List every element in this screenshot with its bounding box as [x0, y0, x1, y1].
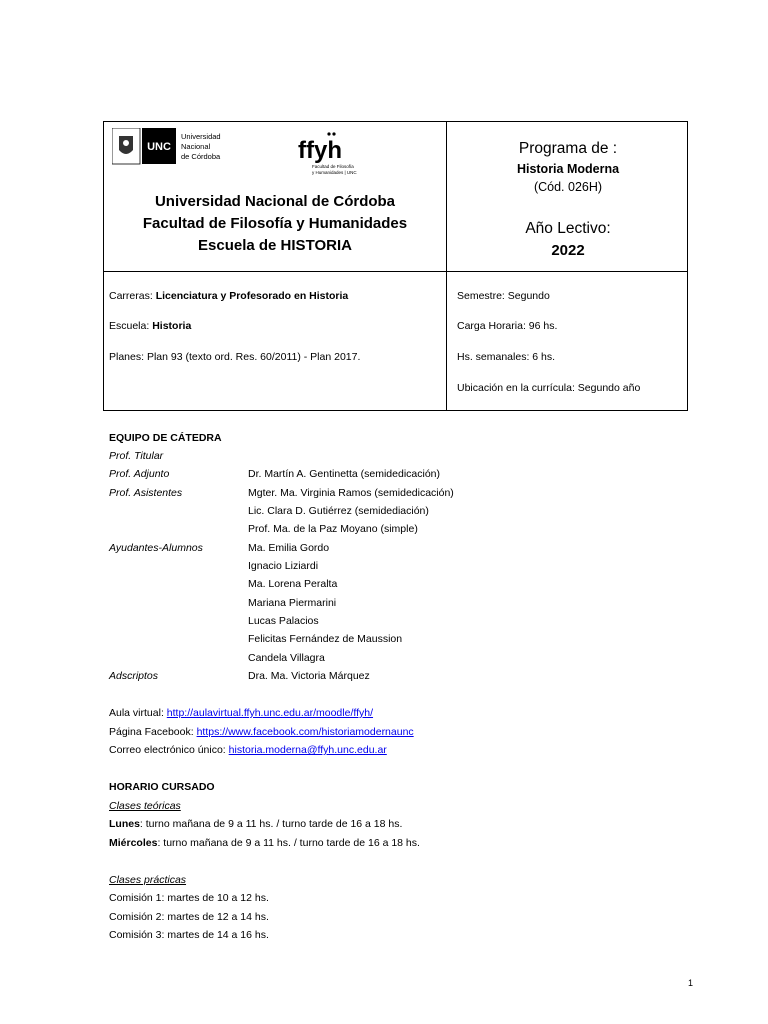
member-name: Mgter. Ma. Virginia Ramos (semidedicación)	[248, 487, 454, 499]
ubicacion-line: Ubicación en la currícula: Segundo año	[457, 382, 641, 394]
comision-line: Comisión 2: martes de 12 a 14 hs.	[109, 911, 269, 923]
semestre-line: Semestre: Segundo	[457, 290, 550, 302]
teoricas-label: Clases teóricas	[109, 800, 181, 812]
role-label: Adscriptos	[109, 670, 159, 682]
role-label: Ayudantes-Alumnos	[109, 542, 203, 554]
member-name: Felicitas Fernández de Maussion	[248, 633, 403, 645]
ffyh-logo-text: ffyh	[298, 137, 342, 164]
hs-semanales-line: Hs. semanales: 6 hs.	[457, 351, 556, 363]
university-name: Universidad Nacional de Córdoba	[154, 193, 396, 210]
facebook-link[interactable]: https://www.facebook.com/historiamodernaunc	[196, 726, 414, 738]
svg-text:Facultad de Filosofía: Facultad de Filosofía	[312, 164, 354, 169]
program-label: Programa de :	[518, 140, 618, 157]
comision-line: Comisión 3: martes de 14 a 16 hs.	[109, 929, 269, 941]
unc-logo-text: UNC	[147, 141, 171, 153]
comision-line: Comisión 1: martes de 10 a 12 hs.	[109, 892, 269, 904]
svg-text:y Humanidades | UNC: y Humanidades | UNC	[312, 170, 357, 175]
member-name: Dra. Ma. Victoria Márquez	[248, 670, 370, 682]
table-divider-horizontal	[104, 271, 687, 272]
equipo-title: EQUIPO DE CÁTEDRA	[109, 432, 222, 444]
member-name: Dr. Martín A. Gentinetta (semidedicación)	[248, 468, 440, 480]
member-name: Ma. Lorena Peralta	[248, 578, 338, 590]
planes-line: Planes: Plan 93 (texto ord. Res. 60/2011) - Plan 2017.	[109, 351, 361, 363]
svg-text:Universidad: Universidad	[181, 132, 221, 141]
header-table	[103, 121, 688, 411]
role-label: Prof. Adjunto	[109, 468, 170, 480]
member-name: Lucas Palacios	[248, 615, 319, 627]
facebook-line: Página Facebook: https://www.facebook.com/historiamodernaunc	[109, 726, 414, 738]
year-value: 2022	[551, 242, 585, 259]
carga-line: Carga Horaria: 96 hs.	[457, 320, 558, 332]
school-name: Escuela de HISTORIA	[198, 237, 352, 254]
page-number: 1	[688, 978, 694, 988]
aula-virtual-link[interactable]: http://aulavirtual.ffyh.unc.edu.ar/moodle/ffyh/	[166, 707, 374, 719]
ffyh-logo	[298, 130, 358, 178]
member-name: Mariana Piermarini	[248, 597, 337, 609]
year-label: Año Lectivo:	[525, 220, 611, 237]
lunes-line: Lunes: turno mañana de 9 a 11 hs. / turno tarde de 16 a 18 hs.	[109, 818, 403, 830]
member-name: Ignacio Liziardi	[248, 560, 319, 572]
role-label: Prof. Titular	[109, 450, 164, 462]
miercoles-line: Miércoles: turno mañana de 9 a 11 hs. / turno tarde de 16 a 18 hs.	[109, 837, 420, 849]
member-name: Prof. Ma. de la Paz Moyano (simple)	[248, 523, 418, 535]
role-label: Prof. Asistentes	[109, 487, 183, 499]
svg-text:Nacional: Nacional	[181, 142, 211, 151]
program-name: Historia Moderna	[516, 162, 620, 176]
correo-line: Correo electrónico único: historia.moderna@ffyh.unc.edu.ar	[109, 744, 387, 756]
program-code: (Cód. 026H)	[533, 180, 603, 194]
correo-link[interactable]: historia.moderna@ffyh.unc.edu.ar	[228, 744, 387, 756]
svg-text:de Córdoba: de Córdoba	[181, 152, 221, 161]
member-name: Lic. Clara D. Gutiérrez (semidediación)	[248, 505, 429, 517]
faculty-name: Facultad de Filosofía y Humanidades	[142, 215, 408, 232]
practicas-label: Clases prácticas	[109, 874, 187, 886]
carreras-line: Carreras: Licenciatura y Profesorado en Historia	[109, 290, 349, 302]
member-name: Candela Villagra	[248, 652, 325, 664]
horario-title: HORARIO CURSADO	[109, 781, 215, 793]
member-name: Ma. Emilia Gordo	[248, 542, 330, 554]
aula-virtual-line: Aula virtual: http://aulavirtual.ffyh.unc.edu.ar/moodle/ffyh/	[109, 707, 374, 719]
unc-logo	[112, 128, 242, 166]
escuela-line: Escuela: Historia	[109, 320, 192, 332]
